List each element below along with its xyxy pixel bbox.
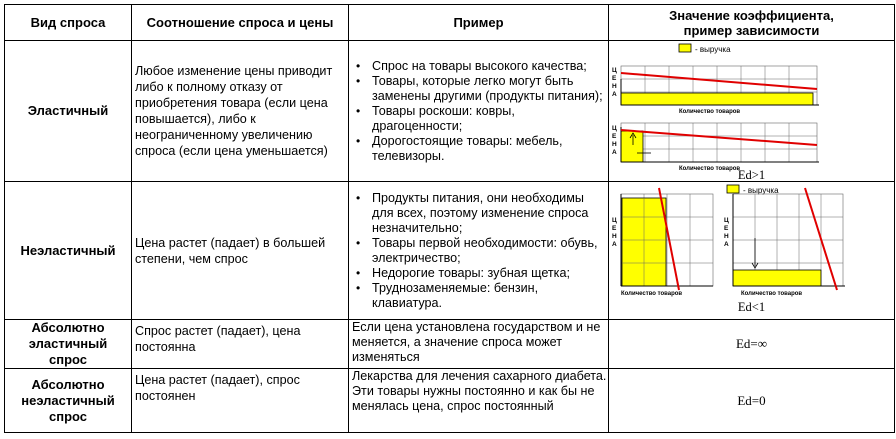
header-example: Пример — [349, 5, 609, 41]
legend-swatch — [727, 185, 739, 193]
examples-elastic — [349, 41, 609, 182]
type-line: неэластичный — [21, 392, 115, 408]
type-line: спрос — [48, 408, 88, 424]
list-item: • Продукты питания, они необходимы для всех, поэтому изменение спроса незначительно; — [352, 191, 606, 236]
table-row-inelastic — [5, 182, 895, 320]
header-type: Вид спроса — [5, 5, 132, 41]
type-elastic: Эластичный — [5, 41, 132, 182]
type-line: Абсолютно — [31, 320, 105, 335]
x-axis-label: Количество товаров — [621, 291, 683, 297]
type-line: Абсолютно — [31, 376, 105, 392]
header-relation: Соотношение спроса и цены — [132, 5, 349, 41]
price-letter: Е — [612, 75, 617, 82]
price-letter: А — [612, 241, 617, 248]
relation-absolutely-elastic: Спрос растет (падает), цена постоянна — [132, 320, 349, 369]
header-coefficient-line2: пример зависимости — [683, 22, 820, 38]
type-line: спрос — [48, 352, 88, 367]
price-letter: Ц — [612, 125, 617, 132]
header-coefficient — [609, 5, 895, 41]
legend-text: - выручка — [695, 45, 731, 54]
header-row — [5, 5, 895, 41]
x-axis-label: Количество товаров — [679, 166, 741, 172]
list-item: • Товары первой необходимости: обувь, электричество; — [352, 236, 606, 266]
list-item: • Недорогие товары: зубная щетка; — [352, 266, 606, 281]
price-letter: Ц — [612, 217, 617, 224]
revenue-area — [621, 93, 813, 105]
type-line: эластичный — [28, 336, 108, 351]
revenue-area — [733, 270, 821, 286]
inelastic-chart-2 — [724, 188, 845, 297]
elastic-chart-2 — [612, 123, 819, 172]
price-letter: Ц — [724, 217, 729, 224]
type-absolutely-inelastic — [5, 369, 132, 433]
list-item: • Товары, которые легко могут быть заменены другими (продукты питания); — [352, 74, 606, 104]
price-letter: Н — [724, 233, 729, 240]
inelastic-charts — [609, 182, 895, 320]
inelastic-chart-1 — [612, 188, 713, 297]
price-letter: Е — [612, 133, 617, 140]
price-letter: А — [612, 149, 617, 156]
coefficient-inelastic: Ed<1 — [737, 300, 766, 314]
example-absolutely-elastic: Если цена установлена государством и не меняется, а значение спроса может изменяться — [349, 320, 609, 369]
coefficient-elastic: Ed>1 — [737, 168, 766, 182]
header-coefficient-line1: Значение коэффициента, — [669, 7, 834, 23]
demand-line — [621, 73, 817, 89]
type-absolutely-elastic — [5, 320, 132, 369]
price-letter: Е — [612, 225, 617, 232]
list-item: • Спрос на товары высокого качества; — [352, 59, 606, 74]
chart-cell-inelastic — [609, 182, 895, 320]
list-item: • Товары роскоши: ковры, драгоценности; — [352, 104, 606, 134]
price-letter: Е — [724, 225, 729, 232]
x-axis-label: Количество товаров — [679, 109, 741, 115]
demand-elasticity-table — [4, 4, 895, 433]
elastic-chart-1 — [612, 66, 819, 115]
table-row-absolutely-inelastic — [5, 369, 895, 433]
coefficient-absolutely-elastic: Ed=∞ — [609, 320, 895, 369]
legend-swatch — [679, 44, 691, 52]
list-item: • Труднозаменяемые: бензин, клавиатура. — [352, 281, 606, 311]
price-letter: Н — [612, 233, 617, 240]
table-row-elastic — [5, 41, 895, 182]
list-item: • Дорогостоящие товары: мебель, телевизоры. — [352, 134, 606, 164]
revenue-area — [621, 131, 643, 162]
price-letter: Ц — [612, 67, 617, 74]
examples-inelastic — [349, 182, 609, 320]
price-letter: А — [612, 91, 617, 98]
price-letter: Н — [612, 83, 617, 90]
coefficient-absolutely-inelastic: Ed=0 — [609, 369, 895, 433]
legend-text: - выручка — [743, 186, 779, 195]
x-axis-label: Количество товаров — [741, 291, 803, 297]
demand-line — [621, 130, 817, 145]
relation-absolutely-inelastic: Цена растет (падает), спрос постоянен — [132, 369, 349, 433]
type-inelastic: Неэластичный — [5, 182, 132, 320]
relation-elastic: Любое изменение цены приводит либо к полному отказу от приобретения товара (если цена повышается), либо к неограниченному увеличению спроса (если цена уменьшается) — [132, 41, 349, 182]
example-absolutely-inelastic: Лекарства для лечения сахарного диабета. Эти товары нужны постоянно и как бы не менялась цена, спрос постоянный — [349, 369, 609, 433]
chart-cell-elastic — [609, 41, 895, 182]
relation-inelastic: Цена растет (падает) в большей степени, чем спрос — [132, 182, 349, 320]
table-row-absolutely-elastic — [5, 320, 895, 369]
price-letter: Н — [612, 141, 617, 148]
elastic-charts — [609, 41, 895, 182]
price-letter: А — [724, 241, 729, 248]
